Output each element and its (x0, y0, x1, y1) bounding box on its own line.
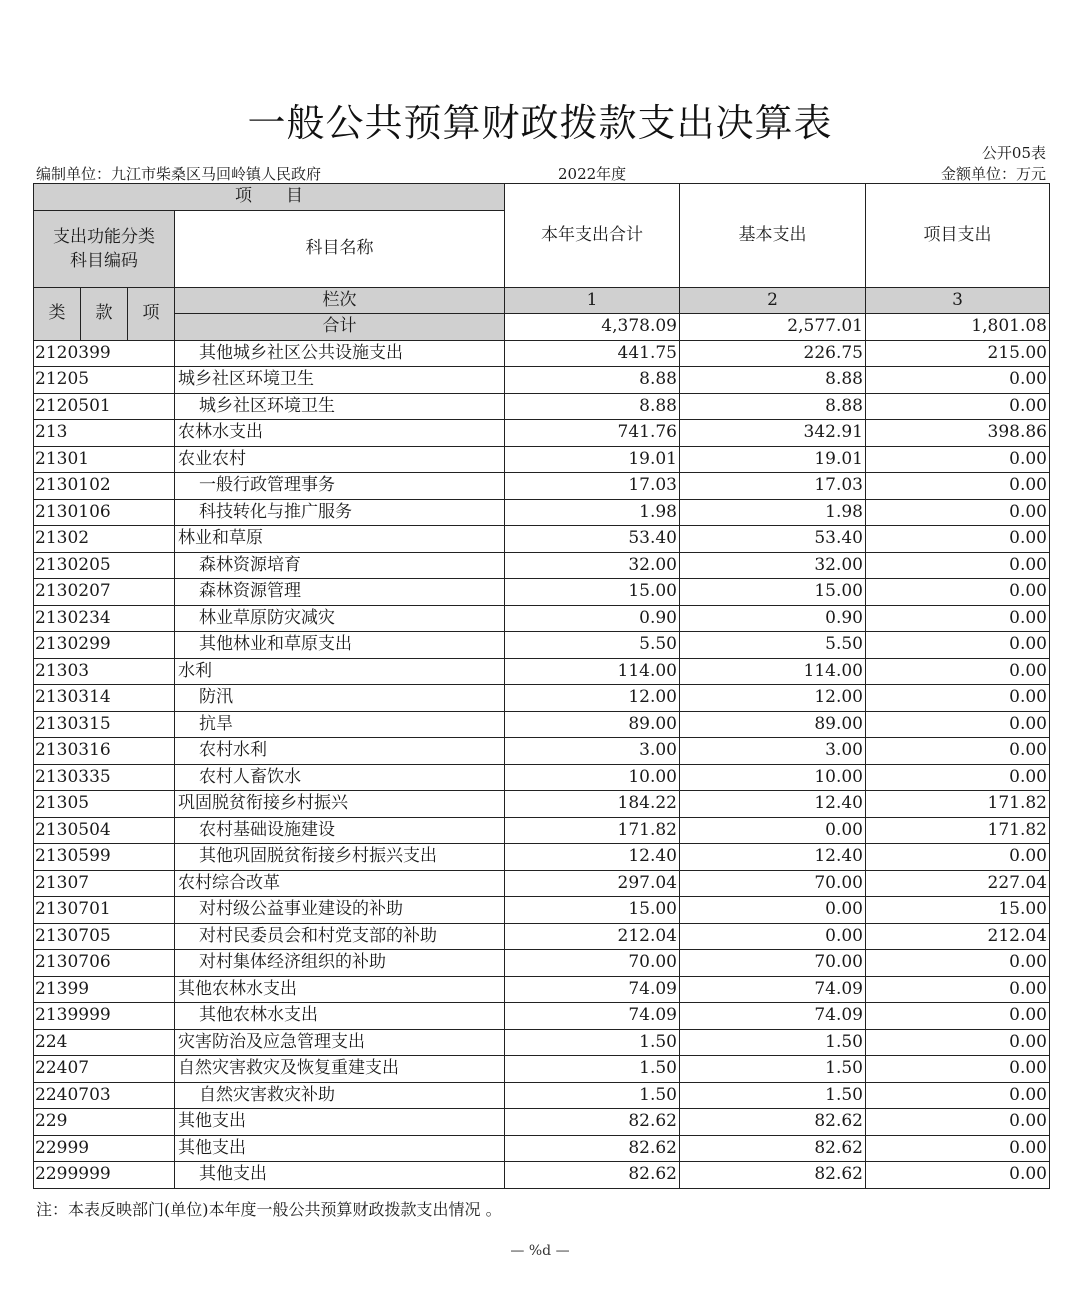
row-value-basic: 1.50 (680, 1082, 866, 1109)
table-row (34, 738, 1050, 765)
row-subject-name: 其他城乡社区公共设施支出 (175, 340, 505, 367)
row-value-project: 0.00 (866, 1029, 1050, 1056)
row-value-project: 0.00 (866, 1109, 1050, 1136)
row-subject-name: 水利 (175, 658, 505, 685)
row-value-basic: 0.90 (680, 605, 866, 632)
row-value-basic: 70.00 (680, 950, 866, 977)
table-row (34, 393, 1050, 420)
row-subject-name: 灾害防治及应急管理支出 (175, 1029, 505, 1056)
fiscal-year: 2022年度 (558, 165, 627, 183)
row-value-total: 82.62 (505, 1109, 680, 1136)
row-value-project: 0.00 (866, 579, 1050, 606)
row-value-total: 82.62 (505, 1135, 680, 1162)
row-value-project: 171.82 (866, 791, 1050, 818)
row-value-project: 0.00 (866, 632, 1050, 659)
row-value-total: 212.04 (505, 923, 680, 950)
row-value-basic: 82.62 (680, 1135, 866, 1162)
header-col-project: 项目支出 (866, 184, 1050, 288)
header-xiang: 项 (128, 287, 175, 340)
row-value-total: 82.62 (505, 1162, 680, 1189)
row-value-project: 0.00 (866, 711, 1050, 738)
row-value-basic: 114.00 (680, 658, 866, 685)
row-value-total: 1.98 (505, 499, 680, 526)
row-value-basic: 0.00 (680, 897, 866, 924)
row-value-basic: 70.00 (680, 870, 866, 897)
row-code: 21303 (34, 658, 175, 685)
table-row (34, 526, 1050, 553)
row-code: 2240703 (34, 1082, 175, 1109)
report-title: 一般公共预算财政拨款支出决算表 (247, 101, 833, 145)
row-value-basic: 12.40 (680, 791, 866, 818)
row-value-project: 0.00 (866, 446, 1050, 473)
row-subject-name: 抗旱 (175, 711, 505, 738)
table-row (34, 685, 1050, 712)
row-value-basic: 82.62 (680, 1162, 866, 1189)
row-value-total: 741.76 (505, 420, 680, 447)
row-value-project: 227.04 (866, 870, 1050, 897)
row-value-project: 0.00 (866, 738, 1050, 765)
row-subject-name: 巩固脱贫衔接乡村振兴 (175, 791, 505, 818)
row-subject-name: 农村综合改革 (175, 870, 505, 897)
row-value-total: 5.50 (505, 632, 680, 659)
row-value-total: 1.50 (505, 1082, 680, 1109)
row-value-total: 171.82 (505, 817, 680, 844)
row-subject-name: 其他巩固脱贫衔接乡村振兴支出 (175, 844, 505, 871)
total-label: 合计 (175, 314, 505, 341)
row-value-project: 0.00 (866, 526, 1050, 553)
row-value-total: 15.00 (505, 897, 680, 924)
row-value-basic: 74.09 (680, 1003, 866, 1030)
row-value-project: 0.00 (866, 1135, 1050, 1162)
header-func-code-line2: 科目编码 (70, 250, 138, 271)
row-subject-name: 其他支出 (175, 1109, 505, 1136)
row-value-project: 0.00 (866, 658, 1050, 685)
row-value-project: 0.00 (866, 499, 1050, 526)
row-value-project: 171.82 (866, 817, 1050, 844)
row-subject-name: 城乡社区环境卫生 (175, 367, 505, 394)
row-subject-name: 防汛 (175, 685, 505, 712)
row-code: 2130314 (34, 685, 175, 712)
row-code: 22407 (34, 1056, 175, 1083)
row-code: 2130205 (34, 552, 175, 579)
row-value-basic: 1.98 (680, 499, 866, 526)
table-row (34, 605, 1050, 632)
table-row (34, 923, 1050, 950)
row-value-basic: 12.40 (680, 844, 866, 871)
table-row (34, 1056, 1050, 1083)
table-row (34, 473, 1050, 500)
row-subject-name: 林业和草原 (175, 526, 505, 553)
row-value-basic: 12.00 (680, 685, 866, 712)
row-value-project: 212.04 (866, 923, 1050, 950)
row-value-project: 0.00 (866, 1003, 1050, 1030)
row-code: 2130106 (34, 499, 175, 526)
table-row (34, 870, 1050, 897)
table-row (34, 579, 1050, 606)
table-row (34, 499, 1050, 526)
row-subject-name: 林业草原防灾减灾 (175, 605, 505, 632)
row-value-total: 114.00 (505, 658, 680, 685)
row-subject-name: 对村集体经济组织的补助 (175, 950, 505, 977)
row-value-project: 0.00 (866, 1056, 1050, 1083)
row-subject-name: 农林水支出 (175, 420, 505, 447)
table-row (34, 1003, 1050, 1030)
col-number-1: 1 (505, 287, 680, 314)
row-value-total: 74.09 (505, 976, 680, 1003)
total-value-3: 1,801.08 (866, 314, 1050, 341)
row-code: 21307 (34, 870, 175, 897)
row-subject-name: 农业农村 (175, 446, 505, 473)
row-subject-name: 自然灾害救灾补助 (175, 1082, 505, 1109)
row-code: 224 (34, 1029, 175, 1056)
row-subject-name: 其他农林水支出 (175, 1003, 505, 1030)
row-code: 229 (34, 1109, 175, 1136)
row-value-project: 0.00 (866, 473, 1050, 500)
row-value-project: 0.00 (866, 367, 1050, 394)
row-code: 2120501 (34, 393, 175, 420)
row-value-basic: 19.01 (680, 446, 866, 473)
row-code: 21302 (34, 526, 175, 553)
row-value-total: 184.22 (505, 791, 680, 818)
page-number: — %d — (510, 1243, 570, 1259)
row-code: 2130315 (34, 711, 175, 738)
row-code: 2299999 (34, 1162, 175, 1189)
row-code: 2139999 (34, 1003, 175, 1030)
row-value-total: 89.00 (505, 711, 680, 738)
row-subject-name: 城乡社区环境卫生 (175, 393, 505, 420)
row-code: 2130316 (34, 738, 175, 765)
row-value-project: 0.00 (866, 950, 1050, 977)
header-col-basic: 基本支出 (680, 184, 866, 288)
row-value-total: 0.90 (505, 605, 680, 632)
row-code: 2130599 (34, 844, 175, 871)
row-value-project: 0.00 (866, 844, 1050, 871)
row-value-project: 15.00 (866, 897, 1050, 924)
header-func-code-line1: 支出功能分类 (53, 226, 155, 247)
row-code: 2130234 (34, 605, 175, 632)
row-value-total: 32.00 (505, 552, 680, 579)
row-value-basic: 8.88 (680, 393, 866, 420)
row-value-total: 74.09 (505, 1003, 680, 1030)
row-code: 22999 (34, 1135, 175, 1162)
row-value-total: 19.01 (505, 446, 680, 473)
row-subject-name: 一般行政管理事务 (175, 473, 505, 500)
row-value-project: 0.00 (866, 1162, 1050, 1189)
row-value-basic: 0.00 (680, 923, 866, 950)
row-code: 21205 (34, 367, 175, 394)
row-value-total: 1.50 (505, 1056, 680, 1083)
expenditure-table (33, 183, 1050, 1189)
header-col-total: 本年支出合计 (505, 184, 680, 288)
row-value-total: 53.40 (505, 526, 680, 553)
table-row (34, 1082, 1050, 1109)
col-number-3: 3 (866, 287, 1050, 314)
row-value-basic: 89.00 (680, 711, 866, 738)
row-value-basic: 82.62 (680, 1109, 866, 1136)
row-subject-name: 森林资源培育 (175, 552, 505, 579)
table-row (34, 367, 1050, 394)
total-value-2: 2,577.01 (680, 314, 866, 341)
header-func-code (34, 210, 175, 287)
row-code: 2120399 (34, 340, 175, 367)
row-subject-name: 科技转化与推广服务 (175, 499, 505, 526)
row-value-basic: 10.00 (680, 764, 866, 791)
table-row (34, 1135, 1050, 1162)
row-value-total: 3.00 (505, 738, 680, 765)
row-code: 2130706 (34, 950, 175, 977)
row-value-total: 12.00 (505, 685, 680, 712)
row-value-basic: 5.50 (680, 632, 866, 659)
table-row (34, 1162, 1050, 1189)
row-value-basic: 53.40 (680, 526, 866, 553)
row-value-basic: 32.00 (680, 552, 866, 579)
row-value-basic: 342.91 (680, 420, 866, 447)
row-value-total: 10.00 (505, 764, 680, 791)
row-code: 21305 (34, 791, 175, 818)
row-subject-name: 对村民委员会和村党支部的补助 (175, 923, 505, 950)
row-subject-name: 其他支出 (175, 1162, 505, 1189)
row-value-total: 297.04 (505, 870, 680, 897)
table-row (34, 632, 1050, 659)
header-lanci: 栏次 (175, 287, 505, 314)
row-code: 21301 (34, 446, 175, 473)
row-value-total: 17.03 (505, 473, 680, 500)
table-row (34, 976, 1050, 1003)
row-value-project: 0.00 (866, 1082, 1050, 1109)
total-value-1: 4,378.09 (505, 314, 680, 341)
col-number-2: 2 (680, 287, 866, 314)
row-code: 2130701 (34, 897, 175, 924)
row-code: 2130102 (34, 473, 175, 500)
header-kuan: 款 (81, 287, 128, 340)
compiling-unit: 编制单位：九江市柴桑区马回岭镇人民政府 (36, 165, 322, 183)
row-value-basic: 1.50 (680, 1056, 866, 1083)
row-subject-name: 农村人畜饮水 (175, 764, 505, 791)
row-value-basic: 226.75 (680, 340, 866, 367)
row-code: 2130335 (34, 764, 175, 791)
table-row (34, 791, 1050, 818)
table-row (34, 844, 1050, 871)
row-value-total: 15.00 (505, 579, 680, 606)
table-row (34, 897, 1050, 924)
row-subject-name: 森林资源管理 (175, 579, 505, 606)
row-value-basic: 1.50 (680, 1029, 866, 1056)
row-value-project: 0.00 (866, 976, 1050, 1003)
row-value-total: 1.50 (505, 1029, 680, 1056)
row-code: 2130207 (34, 579, 175, 606)
row-value-total: 8.88 (505, 367, 680, 394)
row-subject-name: 对村级公益事业建设的补助 (175, 897, 505, 924)
table-row (34, 764, 1050, 791)
row-value-total: 12.40 (505, 844, 680, 871)
row-subject-name: 农村水利 (175, 738, 505, 765)
row-subject-name: 其他农林水支出 (175, 976, 505, 1003)
table-row (34, 340, 1050, 367)
table-row (34, 420, 1050, 447)
row-code: 213 (34, 420, 175, 447)
row-code: 2130504 (34, 817, 175, 844)
row-value-project: 0.00 (866, 393, 1050, 420)
row-subject-name: 自然灾害救灾及恢复重建支出 (175, 1056, 505, 1083)
row-value-project: 0.00 (866, 552, 1050, 579)
table-row (34, 1109, 1050, 1136)
header-subject-name: 科目名称 (175, 210, 505, 287)
row-value-project: 0.00 (866, 605, 1050, 632)
row-value-basic: 0.00 (680, 817, 866, 844)
table-row (34, 817, 1050, 844)
row-value-total: 8.88 (505, 393, 680, 420)
row-value-project: 398.86 (866, 420, 1050, 447)
row-code: 2130705 (34, 923, 175, 950)
table-row (34, 950, 1050, 977)
row-value-basic: 74.09 (680, 976, 866, 1003)
row-value-total: 70.00 (505, 950, 680, 977)
header-lei: 类 (34, 287, 81, 340)
row-value-project: 0.00 (866, 685, 1050, 712)
row-value-project: 0.00 (866, 764, 1050, 791)
header-item: 项 目 (34, 184, 505, 211)
row-value-basic: 15.00 (680, 579, 866, 606)
table-row (34, 711, 1050, 738)
table-row (34, 1029, 1050, 1056)
row-subject-name: 其他支出 (175, 1135, 505, 1162)
row-value-basic: 3.00 (680, 738, 866, 765)
row-value-basic: 17.03 (680, 473, 866, 500)
row-value-basic: 8.88 (680, 367, 866, 394)
row-code: 2130299 (34, 632, 175, 659)
amount-unit: 金额单位：万元 (940, 165, 1046, 183)
row-value-total: 441.75 (505, 340, 680, 367)
form-number: 公开05表 (981, 144, 1046, 162)
row-subject-name: 其他林业和草原支出 (175, 632, 505, 659)
footnote: 注：本表反映部门(单位)本年度一般公共预算财政拨款支出情况 。 (36, 1200, 502, 1219)
table-row (34, 658, 1050, 685)
row-subject-name: 农村基础设施建设 (175, 817, 505, 844)
row-code: 21399 (34, 976, 175, 1003)
row-value-project: 215.00 (866, 340, 1050, 367)
table-row (34, 552, 1050, 579)
table-row (34, 446, 1050, 473)
